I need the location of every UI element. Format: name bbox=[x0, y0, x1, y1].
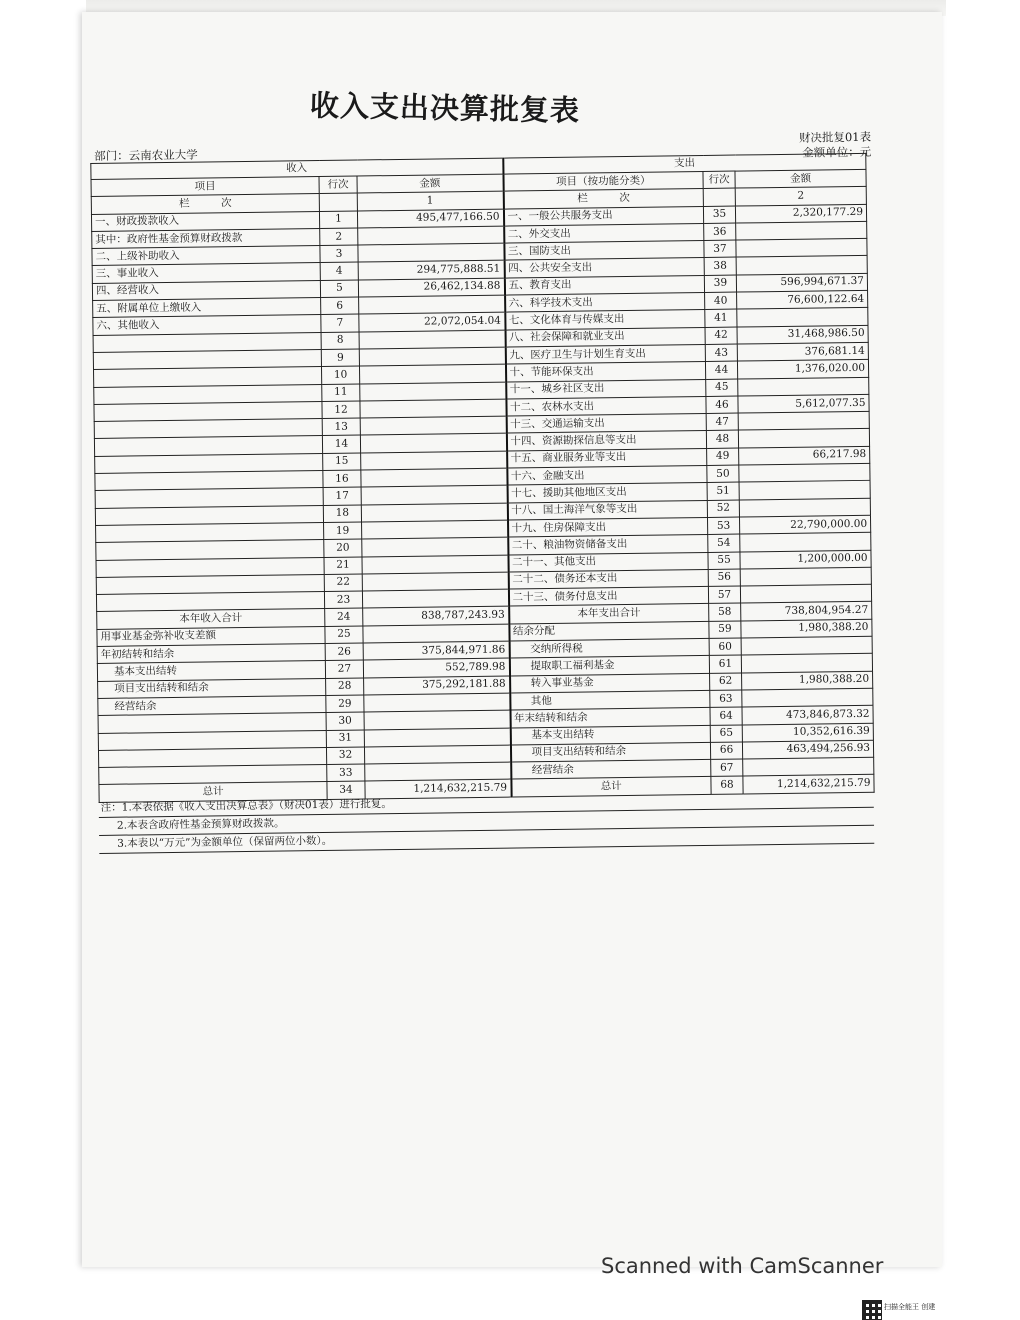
expense-rowno-cell: 52 bbox=[707, 500, 739, 518]
income-rowno-cell: 10 bbox=[321, 366, 359, 384]
income-item-cell: 六、其他收入 bbox=[93, 315, 321, 335]
expense-item-cell: 五、教育支出 bbox=[504, 275, 704, 295]
income-rowno-cell: 12 bbox=[322, 401, 360, 419]
expense-item-cell: 十三、交通运输支出 bbox=[506, 414, 706, 434]
expense-amount-cell: 66,217.98 bbox=[739, 446, 870, 465]
income-amount-cell bbox=[361, 451, 507, 470]
income-rowno-cell: 14 bbox=[322, 435, 360, 453]
expense-rowno-cell: 37 bbox=[704, 240, 736, 258]
income-amount-cell bbox=[360, 382, 506, 401]
expense-rowno-cell: 55 bbox=[708, 552, 740, 570]
income-amount-cell bbox=[360, 399, 506, 418]
expense-item-cell: 十七、援助其他地区支出 bbox=[507, 483, 707, 503]
expense-rowno-cell: 64 bbox=[710, 707, 742, 725]
expense-amount-cell: 2,320,177.29 bbox=[735, 204, 866, 223]
income-rowno-cell: 4 bbox=[320, 262, 358, 280]
income-amount-cell bbox=[364, 693, 510, 712]
income-item-cell: 四、经营收入 bbox=[92, 280, 320, 300]
unit-label: 金额单位：元 bbox=[802, 144, 872, 160]
income-item-cell: 项目支出结转和结余 bbox=[98, 678, 326, 698]
expense-amount-cell bbox=[738, 377, 869, 396]
income-amount-cell: 375,844,971.86 bbox=[363, 641, 509, 660]
income-rowno-cell: 3 bbox=[320, 245, 358, 263]
expense-rowno-cell: 58 bbox=[709, 603, 741, 621]
expense-amount-cell: 31,468,986.50 bbox=[737, 325, 868, 344]
income-item-cell: 本年收入合计 bbox=[97, 609, 325, 629]
income-rowno-cell: 15 bbox=[323, 453, 361, 471]
expense-item-cell: 项目支出结转和结余 bbox=[510, 742, 710, 762]
income-amount-cell bbox=[358, 243, 504, 262]
income-amount-cell: 1,214,632,215.79 bbox=[365, 779, 511, 798]
income-item-cell: 年初结转和结余 bbox=[97, 643, 325, 663]
income-amount-cell bbox=[361, 485, 507, 504]
expense-amount-cell bbox=[741, 636, 872, 655]
expense-item-cell: 提取职工福利基金 bbox=[509, 656, 709, 676]
expense-item-cell: 二十二、债务还本支出 bbox=[508, 569, 708, 589]
expense-item-header: 项目（按功能分类） bbox=[503, 171, 703, 191]
expense-item-cell: 九、医疗卫生与计划生育支出 bbox=[505, 344, 705, 364]
expense-amount-cell bbox=[742, 688, 873, 707]
qr-caption: 扫描全能王 创建 bbox=[884, 1303, 936, 1311]
income-rowno-cell: 19 bbox=[324, 522, 362, 540]
expense-item-cell: 十九、住房保障支出 bbox=[508, 517, 708, 537]
expense-item-cell: 十、节能环保支出 bbox=[505, 362, 705, 382]
income-item-cell: 总计 bbox=[99, 782, 327, 802]
expense-section-header: 支出 bbox=[503, 153, 866, 174]
expense-item-cell: 年末结转和结余 bbox=[510, 708, 710, 728]
income-amount-cell bbox=[362, 520, 508, 539]
income-rowno-cell: 1 bbox=[319, 211, 357, 229]
income-rowno-cell: 27 bbox=[325, 660, 363, 678]
income-amount-cell: 552,789.98 bbox=[363, 658, 509, 677]
income-rowno-cell: 31 bbox=[326, 729, 364, 747]
expense-item-cell: 经营结余 bbox=[511, 760, 711, 780]
income-amount-cell bbox=[363, 624, 509, 643]
expense-item-cell: 十六、金融支出 bbox=[507, 466, 707, 486]
income-amount-cell bbox=[362, 589, 508, 608]
income-rowno-cell: 28 bbox=[326, 678, 364, 696]
expense-item-cell: 十八、国土海洋气象等支出 bbox=[507, 500, 707, 520]
expense-item-cell: 本年支出合计 bbox=[509, 604, 709, 624]
income-rowno-cell: 30 bbox=[326, 712, 364, 730]
income-rowno-cell: 17 bbox=[323, 487, 361, 505]
department-label: 部门：云南农业大学 bbox=[94, 147, 198, 163]
expense-item-cell: 十一、城乡社区支出 bbox=[506, 379, 706, 399]
expense-amount-cell bbox=[740, 584, 871, 603]
expense-amount-cell bbox=[743, 757, 874, 776]
expense-rowno-cell: 40 bbox=[705, 292, 737, 310]
income-amount-cell bbox=[359, 364, 505, 383]
expense-rowno-cell: 42 bbox=[705, 327, 737, 345]
expense-item-cell: 一、一般公共服务支出 bbox=[503, 206, 703, 226]
income-rowno-header: 行次 bbox=[319, 176, 357, 194]
income-rowno-cell: 8 bbox=[321, 332, 359, 350]
income-amount-cell bbox=[362, 555, 508, 574]
expense-amount-cell: 76,600,122.64 bbox=[737, 290, 868, 309]
income-item-cell: 其中：政府性基金预算财政拨款 bbox=[92, 228, 320, 248]
expense-amount-cell: 1,376,020.00 bbox=[737, 360, 868, 379]
income-amount-cell: 495,477,166.50 bbox=[357, 209, 503, 228]
income-rowno-cell: 2 bbox=[320, 228, 358, 246]
income-rowno-cell: 22 bbox=[324, 574, 362, 592]
income-amount-cell bbox=[360, 434, 506, 453]
expense-rowno-cell: 44 bbox=[705, 361, 737, 379]
expense-amount-cell: 463,494,256.93 bbox=[742, 740, 873, 759]
expense-amount-cell: 596,994,671.37 bbox=[736, 273, 867, 292]
income-rowno-cell: 13 bbox=[322, 418, 360, 436]
expense-column-number: 2 bbox=[735, 187, 866, 206]
expense-rowno-header: 行次 bbox=[703, 171, 735, 189]
expense-amount-cell: 1,214,632,215.79 bbox=[743, 775, 874, 794]
income-amount-header: 金额 bbox=[357, 174, 503, 193]
expense-item-cell: 二、外交支出 bbox=[504, 223, 704, 243]
expense-amount-cell bbox=[736, 256, 867, 275]
income-rowno-cell: 18 bbox=[323, 505, 361, 523]
expense-rowno-cell: 38 bbox=[704, 258, 736, 276]
income-rowno-cell: 26 bbox=[325, 643, 363, 661]
expense-rowno-cell: 46 bbox=[706, 396, 738, 414]
income-rowno-cell: 33 bbox=[327, 764, 365, 782]
expense-amount-cell: 1,980,388.20 bbox=[741, 619, 872, 638]
income-amount-cell: 838,787,243.93 bbox=[363, 606, 509, 625]
note-line: 注：1.本表依据《收入支出决算总表》（财决01表）进行批复。 bbox=[99, 790, 874, 818]
expense-amount-cell bbox=[737, 308, 868, 327]
expense-amount-cell bbox=[739, 463, 870, 482]
expense-amount-cell: 1,200,000.00 bbox=[740, 550, 871, 569]
expense-rowno-cell: 61 bbox=[709, 655, 741, 673]
expense-item-cell: 二十一、其他支出 bbox=[508, 552, 708, 572]
income-item-cell: 用事业基金弥补收支差额 bbox=[97, 626, 325, 646]
note-line: 3.本表以“万元”为金额单位（保留两位小数）。 bbox=[99, 826, 874, 854]
expense-amount-cell bbox=[740, 567, 871, 586]
expense-item-cell: 十二、农林水支出 bbox=[506, 396, 706, 416]
expense-item-cell: 三、国防支出 bbox=[504, 241, 704, 261]
expense-rowno-cell: 41 bbox=[705, 309, 737, 327]
income-amount-cell bbox=[359, 330, 505, 349]
expense-item-cell: 二十三、债务付息支出 bbox=[508, 587, 708, 607]
expense-amount-cell: 22,790,000.00 bbox=[739, 515, 870, 534]
form-code: 财决批复01表 bbox=[798, 129, 872, 145]
expense-rowno-cell: 35 bbox=[703, 206, 735, 224]
expense-rowno-cell: 39 bbox=[704, 275, 736, 293]
expense-amount-cell: 10,352,616.39 bbox=[742, 723, 873, 742]
expense-amount-cell bbox=[740, 533, 871, 552]
expense-item-cell: 十五、商业服务业等支出 bbox=[507, 448, 707, 468]
expense-rowno-cell: 49 bbox=[707, 448, 739, 466]
expense-amount-cell bbox=[738, 411, 869, 430]
income-amount-cell bbox=[361, 503, 507, 522]
table-body bbox=[91, 204, 874, 802]
expense-item-cell: 结余分配 bbox=[509, 621, 709, 641]
expense-rowno-cell: 36 bbox=[704, 223, 736, 241]
expense-item-cell: 其他 bbox=[510, 690, 710, 710]
final-accounts-table bbox=[90, 153, 874, 803]
income-rowno-cell: 34 bbox=[327, 781, 365, 799]
income-amount-cell: 375,292,181.88 bbox=[364, 676, 510, 695]
expense-amount-cell bbox=[739, 481, 870, 500]
expense-rowno-cell: 67 bbox=[711, 759, 743, 777]
expense-rowno-cell: 56 bbox=[708, 569, 740, 587]
income-amount-cell bbox=[364, 710, 510, 729]
income-amount-cell bbox=[362, 537, 508, 556]
expense-rowno-cell: 43 bbox=[705, 344, 737, 362]
expense-item-cell: 十四、资源勘探信息等支出 bbox=[506, 431, 706, 451]
scanner-watermark: Scanned with CamScanner bbox=[601, 1254, 884, 1278]
expense-rowno-cell: 65 bbox=[710, 725, 742, 743]
income-amount-cell bbox=[362, 572, 508, 591]
income-item-cell: 五、附属单位上缴收入 bbox=[93, 298, 321, 318]
income-item-cell: 基本支出结转 bbox=[97, 661, 325, 681]
expense-amount-cell bbox=[739, 498, 870, 517]
income-amount-cell bbox=[358, 226, 504, 245]
income-rowno-cell: 20 bbox=[324, 539, 362, 557]
expense-rowno-cell: 66 bbox=[710, 742, 742, 760]
income-rowno-cell: 5 bbox=[320, 280, 358, 298]
income-amount-cell bbox=[359, 347, 505, 366]
income-rowno-cell: 6 bbox=[321, 297, 359, 315]
income-amount-cell: 26,462,134.88 bbox=[358, 278, 504, 297]
expense-item-cell: 八、社会保障和就业支出 bbox=[505, 327, 705, 347]
income-rowno-index bbox=[319, 193, 357, 211]
expense-column-label: 栏 次 bbox=[503, 189, 703, 209]
expense-item-cell: 交纳所得税 bbox=[509, 638, 709, 658]
income-rowno-cell: 32 bbox=[326, 747, 364, 765]
expense-rowno-cell: 50 bbox=[707, 465, 739, 483]
income-amount-cell bbox=[364, 728, 510, 747]
notes-block bbox=[99, 790, 875, 854]
income-column-number: 1 bbox=[357, 191, 503, 210]
expense-rowno-cell: 62 bbox=[710, 673, 742, 691]
expense-amount-cell: 5,612,077.35 bbox=[738, 394, 869, 413]
expense-item-cell: 四、公共安全支出 bbox=[504, 258, 704, 278]
expense-amount-cell: 376,681.14 bbox=[737, 342, 868, 361]
income-rowno-cell: 24 bbox=[325, 608, 363, 626]
income-rowno-cell: 25 bbox=[325, 626, 363, 644]
income-rowno-cell: 16 bbox=[323, 470, 361, 488]
expense-amount-cell bbox=[741, 654, 872, 673]
income-item-cell: 一、财政拨款收入 bbox=[91, 211, 319, 231]
note-line: 2.本表含政府性基金预算财政拨款。 bbox=[99, 808, 874, 836]
expense-amount-cell: 1,980,388.20 bbox=[742, 671, 873, 690]
expense-rowno-cell: 59 bbox=[709, 621, 741, 639]
document-title: 收入支出决算批复表 bbox=[309, 88, 581, 128]
expense-rowno-index bbox=[703, 188, 735, 206]
income-item-cell: 经营结余 bbox=[98, 695, 326, 715]
income-amount-cell bbox=[360, 416, 506, 435]
income-amount-cell: 22,072,054.04 bbox=[359, 312, 505, 331]
income-amount-cell bbox=[364, 745, 510, 764]
income-item-header: 项目 bbox=[91, 177, 319, 197]
expense-rowno-cell: 51 bbox=[707, 482, 739, 500]
expense-amount-cell: 738,804,954.27 bbox=[741, 602, 872, 621]
income-amount-cell: 294,775,888.51 bbox=[358, 261, 504, 280]
expense-amount-cell bbox=[736, 239, 867, 258]
income-amount-cell bbox=[365, 762, 511, 781]
income-rowno-cell: 23 bbox=[324, 591, 362, 609]
income-rowno-cell: 11 bbox=[322, 384, 360, 402]
expense-item-cell: 转入事业基金 bbox=[510, 673, 710, 693]
income-rowno-cell: 9 bbox=[321, 349, 359, 367]
expense-item-cell: 七、文化体育与传媒支出 bbox=[505, 310, 705, 330]
expense-rowno-cell: 57 bbox=[708, 586, 740, 604]
income-item-cell: 三、事业收入 bbox=[92, 263, 320, 283]
expense-item-cell: 六、科学技术支出 bbox=[505, 293, 705, 313]
income-column-label: 栏 次 bbox=[91, 194, 319, 214]
expense-rowno-cell: 68 bbox=[711, 776, 743, 794]
expense-amount-cell: 473,846,873.32 bbox=[742, 706, 873, 725]
income-rowno-cell: 21 bbox=[324, 557, 362, 575]
expense-item-cell: 二十、粮油物资储备支出 bbox=[508, 535, 708, 555]
expense-item-cell: 基本支出结转 bbox=[510, 725, 710, 745]
expense-rowno-cell: 53 bbox=[707, 517, 739, 535]
expense-rowno-cell: 54 bbox=[708, 534, 740, 552]
expense-rowno-cell: 47 bbox=[706, 413, 738, 431]
income-section-header: 收入 bbox=[91, 158, 503, 179]
expense-amount-header: 金额 bbox=[735, 169, 866, 188]
expense-amount-cell bbox=[738, 429, 869, 448]
expense-item-cell: 总计 bbox=[511, 777, 711, 797]
income-rowno-cell: 7 bbox=[321, 314, 359, 332]
income-amount-cell bbox=[361, 468, 507, 487]
expense-rowno-cell: 45 bbox=[706, 379, 738, 397]
expense-rowno-cell: 48 bbox=[706, 430, 738, 448]
income-amount-cell bbox=[359, 295, 505, 314]
expense-rowno-cell: 60 bbox=[709, 638, 741, 656]
income-item-cell: 二、上级补助收入 bbox=[92, 246, 320, 266]
expense-rowno-cell: 63 bbox=[710, 690, 742, 708]
expense-amount-cell bbox=[736, 221, 867, 240]
income-rowno-cell: 29 bbox=[326, 695, 364, 713]
qr-code-icon bbox=[862, 1300, 882, 1320]
